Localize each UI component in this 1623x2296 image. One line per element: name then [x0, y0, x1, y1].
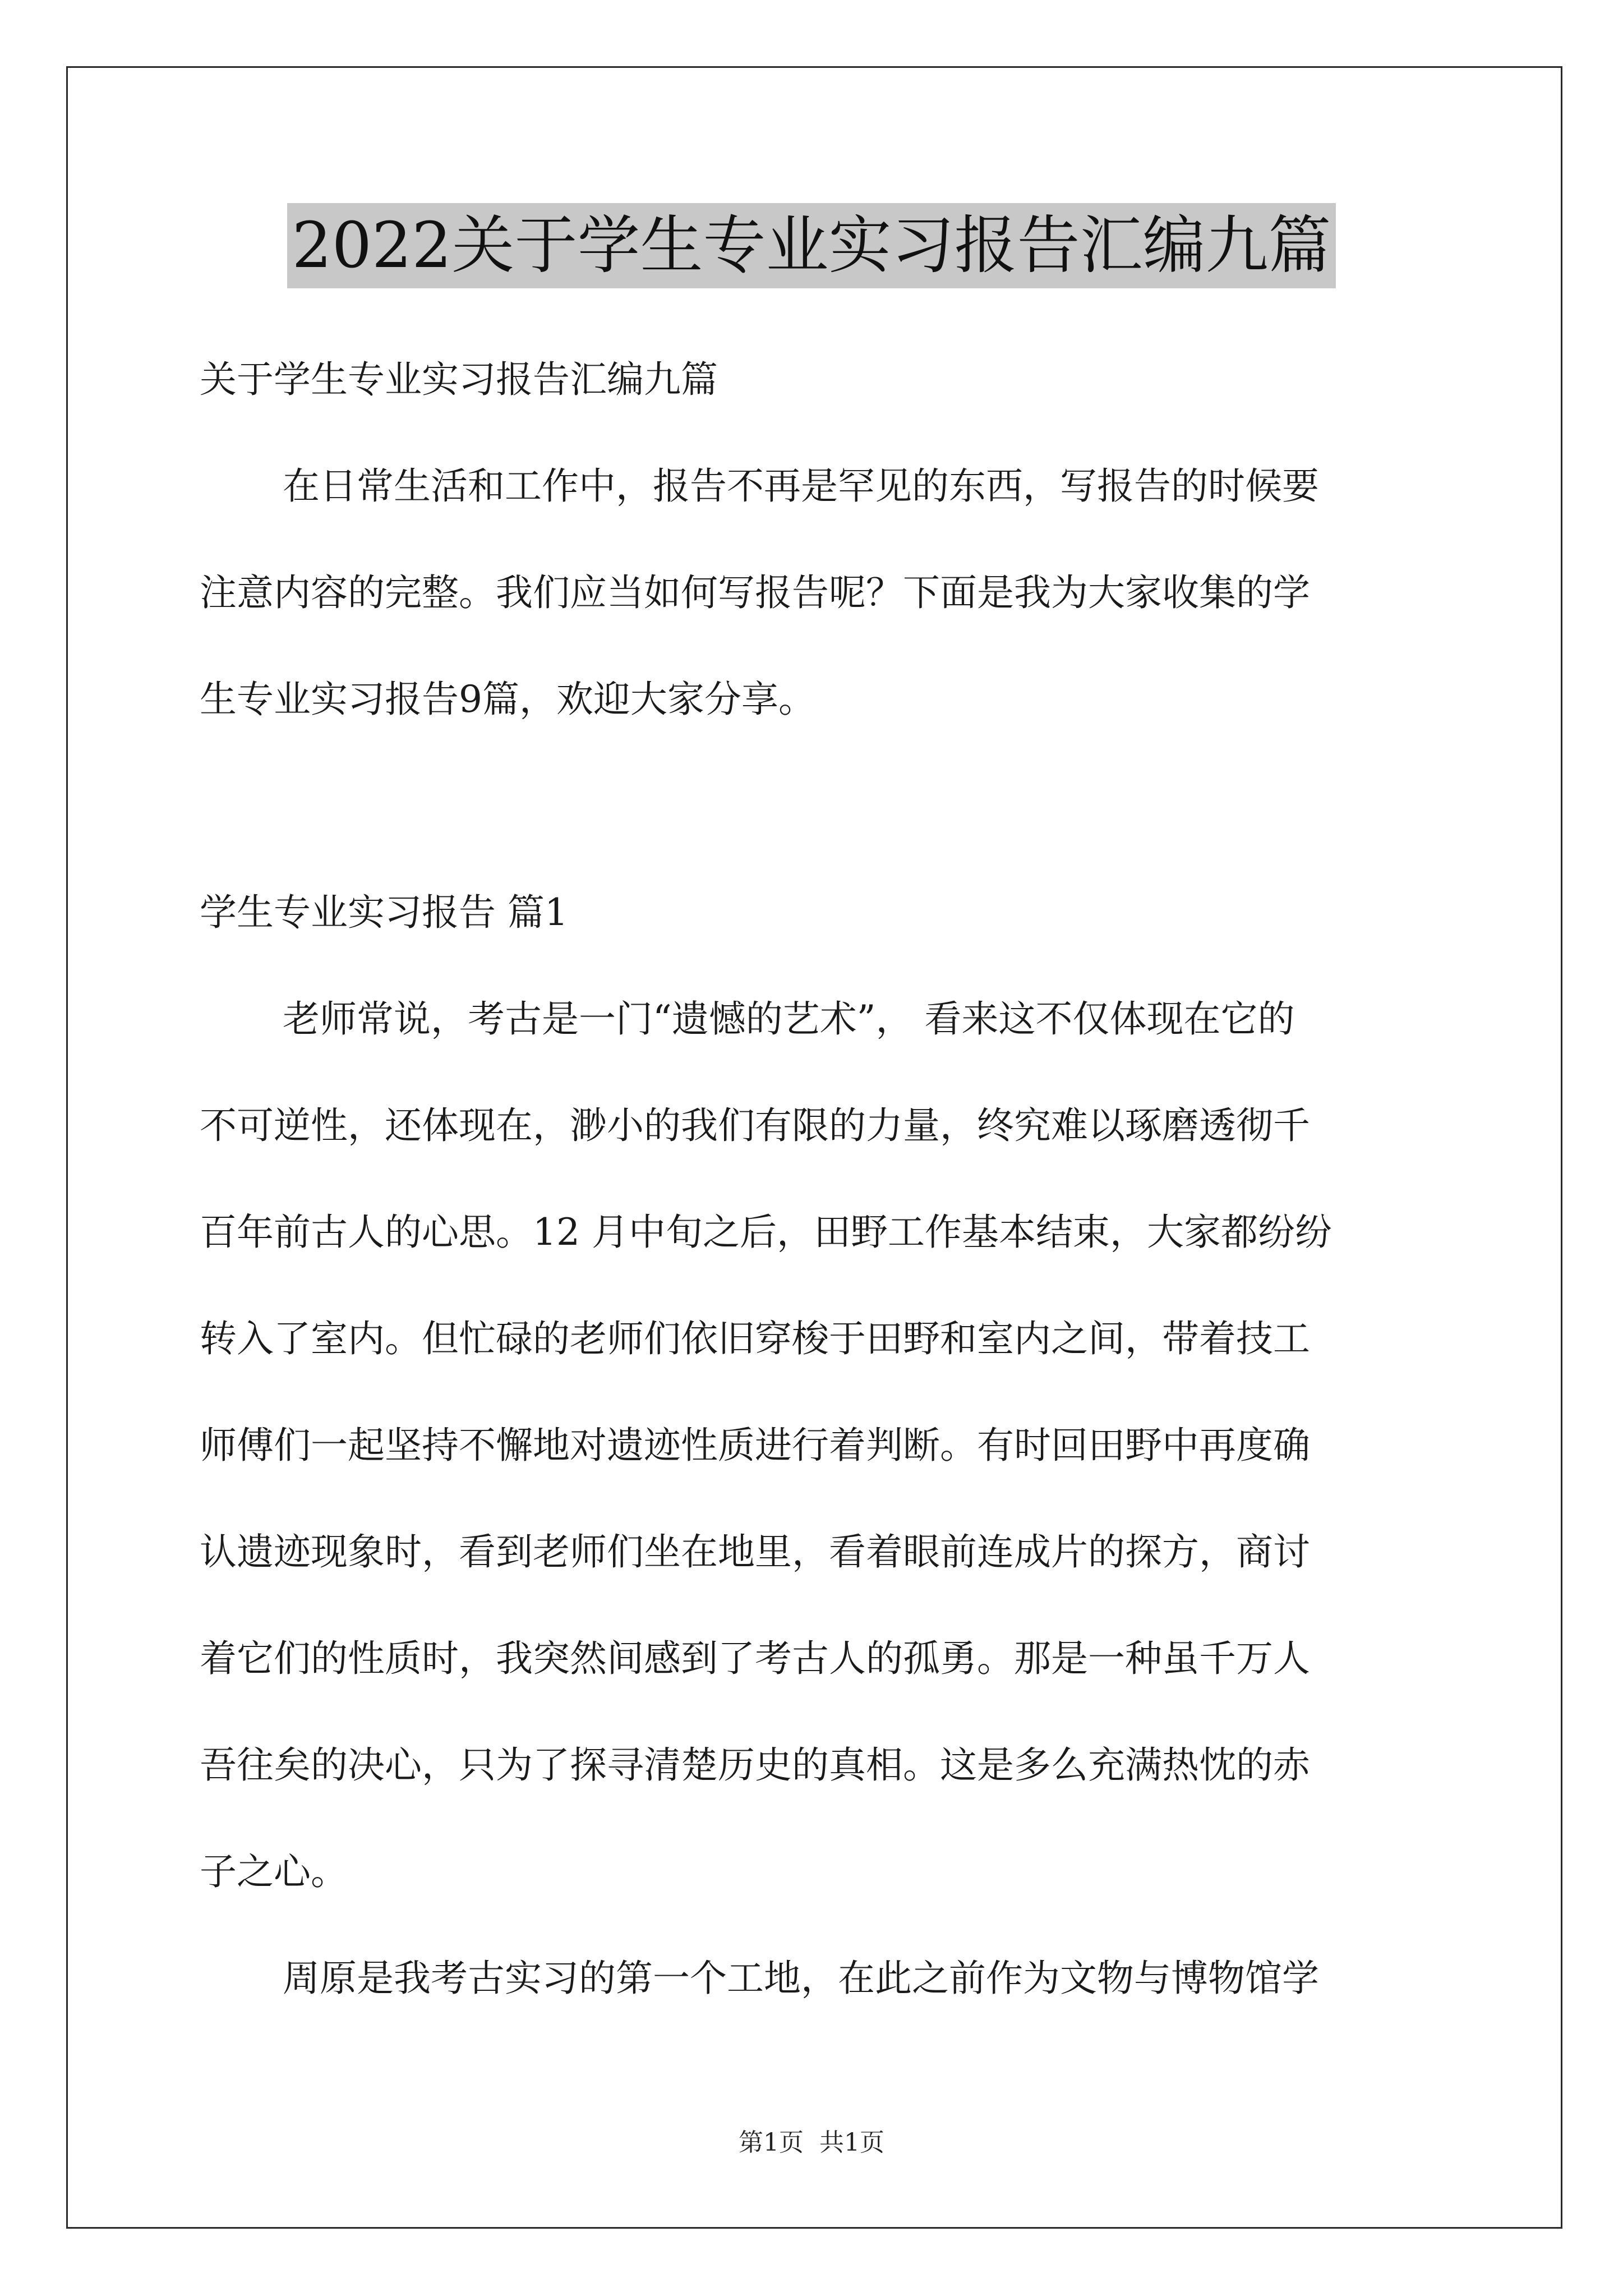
body-line: 子之心。	[200, 1850, 348, 1893]
page-footer	[0, 2126, 1623, 2160]
page-number: 第1页	[739, 2128, 804, 2157]
body-line: 师傅们一起坚持不懈地对遗迹性质进行着判断。有时回田野中再度确	[200, 1424, 1310, 1467]
section-heading: 学生专业实习报告 篇1	[200, 891, 568, 934]
document-subtitle: 关于学生专业实习报告汇编九篇	[200, 358, 718, 401]
body-line: 不可逆性，还体现在，渺小的我们有限的力量，终究难以琢磨透彻千	[200, 1104, 1310, 1147]
page-total: 共1页	[819, 2128, 884, 2157]
document-title: 2022关于学生专业实习报告汇编九篇	[287, 203, 1335, 288]
intro-line: 生专业实习报告9篇，欢迎大家分享。	[200, 678, 815, 721]
body-line: 吾往矣的决心，只为了探寻清楚历史的真相。这是多么充满热忱的赤	[200, 1743, 1310, 1787]
intro-line: 注意内容的完整。我们应当如何写报告呢？下面是我为大家收集的学	[200, 571, 1310, 614]
document-body	[200, 0, 1433, 2296]
body-line: 转入了室内。但忙碌的老师们依旧穿梭于田野和室内之间，带着技工	[200, 1317, 1310, 1360]
body-line: 着它们的性质时，我突然间感到了考古人的孤勇。那是一种虽千万人	[200, 1637, 1310, 1680]
body-line: 百年前古人的心思。12 月中旬之后，田野工作基本结束，大家都纷纷	[200, 1211, 1332, 1254]
body-line: 老师常说，考古是一门“遗憾的艺术”， 看来这不仅体现在它的	[283, 997, 1295, 1041]
body-line: 认遗迹现象时，看到老师们坐在地里，看着眼前连成片的探方，商讨	[200, 1530, 1310, 1573]
body-line: 周原是我考古实习的第一个工地，在此之前作为文物与博物馆学	[283, 1957, 1319, 2000]
intro-line: 在日常生活和工作中，报告不再是罕见的东西，写报告的时候要	[283, 464, 1319, 508]
